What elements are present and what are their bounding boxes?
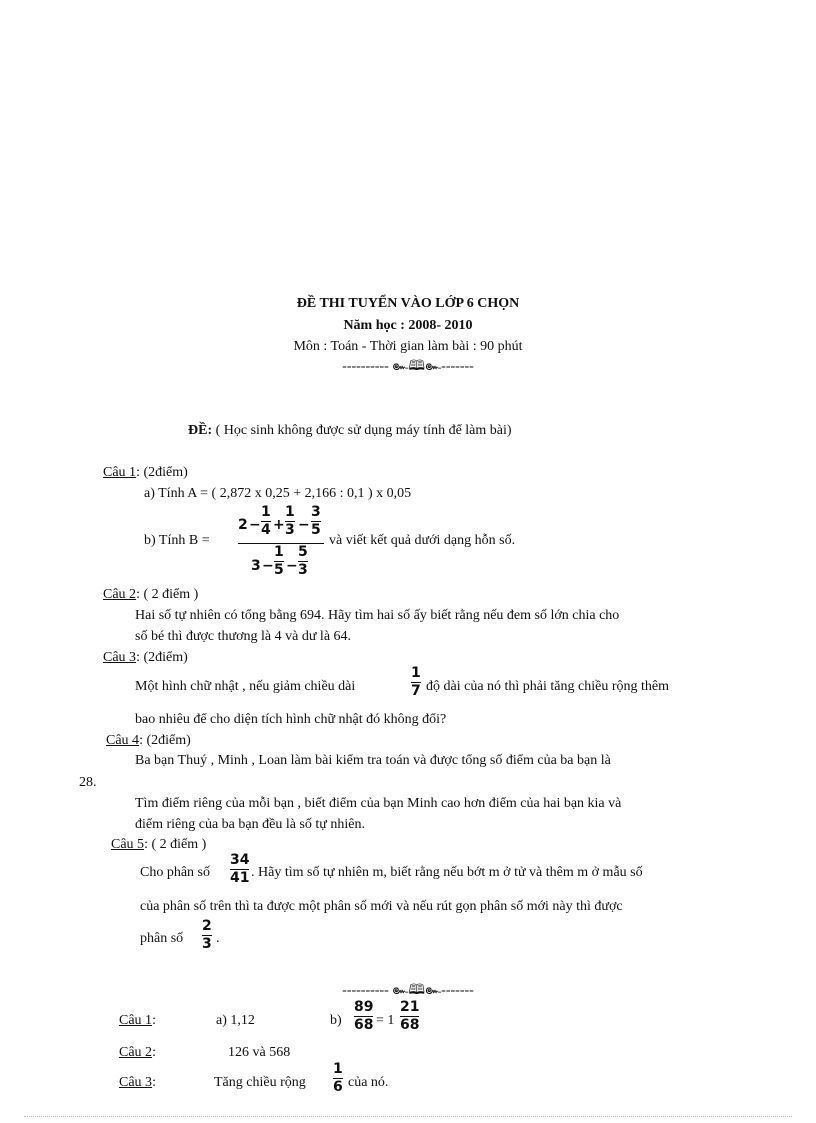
q1-points: : (2điểm) [136, 465, 188, 480]
intro-line [188, 422, 512, 440]
q1-label: Câu 1 [103, 465, 137, 480]
a3-fraction-denominator: 6 [333, 1079, 343, 1095]
a3-fraction-numerator: 1 [333, 1061, 343, 1077]
page-bottom-dotted-line [24, 1116, 792, 1117]
q4-line-3: Tìm điểm riêng của mỗi bạn , biết điểm của bạn Minh cao hơn điểm của hai bạn kia và [135, 796, 622, 811]
den-frac-2-numerator: 5 [298, 544, 308, 560]
exam-title: ĐỀ THI TUYỂN VÀO LỚP 6 CHỌN [296, 296, 520, 311]
a1-part-a: a) 1,12 [216, 1013, 255, 1028]
a3-pre: Tăng chiều rộng [214, 1075, 306, 1090]
a1-fraction-denominator: 68 [354, 1017, 374, 1033]
num-frac-3 [311, 505, 321, 538]
q4-label: Câu 4 [106, 733, 140, 748]
q3-line-1-pre: Một hình chữ nhật , nếu giảm chiều dài [135, 679, 356, 694]
intro-label: ĐỀ: [188, 423, 213, 438]
a1-fraction [354, 1000, 373, 1033]
q5-points: : ( 2 điểm ) [144, 837, 207, 852]
q2-line-2: số bé thì được thương là 4 và dư là 64. [135, 629, 352, 644]
a3-heading [119, 1074, 156, 1092]
num-frac-3-denominator: 5 [311, 522, 321, 538]
num-plus: + [273, 517, 285, 533]
a3-post: của nó. [348, 1075, 389, 1090]
den-frac-2-denominator: 3 [298, 562, 308, 578]
q1-complex-fraction [236, 505, 326, 581]
answers-divider: ---------- ๛🕮๛------- [342, 983, 474, 998]
a1-colon: : [152, 1013, 156, 1028]
q4-line-1: Ba bạn Thuý , Minh , Loan làm bài kiểm tra toán và được tổng số điểm của ba bạn là [135, 753, 611, 768]
num-frac-2 [285, 505, 295, 538]
q5-line-2: của phân số trên thì ta được một phân số mới và nếu rút gọn phân số mới này thì được [140, 899, 623, 914]
q5-line-3-pre: phân số [140, 931, 184, 946]
q1-part-b-prefix: b) Tính B = [144, 533, 210, 548]
header-divider: ---------- ๛🕮๛------- [342, 359, 474, 374]
a3-colon: : [152, 1075, 156, 1090]
q5-line-3-post: . [216, 931, 220, 946]
num-minus-2: − [298, 517, 310, 533]
den-minus-1: − [262, 558, 274, 574]
q5-fraction-2 [202, 919, 212, 952]
num-frac-1-denominator: 4 [261, 522, 271, 538]
a1-heading [119, 1012, 156, 1030]
q4-heading [106, 732, 191, 750]
q2-line-1: Hai số tự nhiên có tổng bằng 694. Hãy tìm hai số ấy biết rằng nếu đem số lớn chia cho [135, 608, 620, 623]
q2-points: : ( 2 điểm ) [136, 587, 199, 602]
q3-label: Câu 3 [103, 650, 137, 665]
den-frac-1-numerator: 1 [274, 544, 284, 560]
q5-fraction-1-numerator: 34 [230, 852, 250, 868]
q5-line-1-pre: Cho phân số [140, 865, 210, 880]
a1-mixed-fraction [400, 1000, 419, 1033]
num-minus-1: − [249, 517, 261, 533]
q3-line-2: bao nhiêu để cho diện tích hình chữ nhật đó không đổi? [135, 712, 447, 727]
num-frac-1 [261, 505, 271, 538]
q3-heading [103, 649, 188, 667]
q5-line-1-post: . Hãy tìm số tự nhiên m, biết rằng nếu bớt m ở tử và thêm m ở mẫu số [251, 865, 643, 880]
intro-note: ( Học sinh không được sử dụng máy tính để làm bài) [215, 423, 512, 438]
num-frac-3-numerator: 3 [311, 504, 321, 520]
a1-part-b-label: b) [330, 1013, 342, 1028]
a2-label: Câu 2 [119, 1045, 153, 1060]
q4-points: : (2điểm) [139, 733, 191, 748]
q5-heading [111, 836, 206, 854]
q1-heading [103, 464, 188, 482]
a1-mixed-numerator: 21 [400, 999, 420, 1015]
q3-fraction [411, 666, 421, 699]
a2-value: 126 và 568 [228, 1045, 291, 1060]
q3-points: : (2điểm) [136, 650, 188, 665]
den-minus-2: − [286, 558, 298, 574]
den-frac-1-denominator: 5 [274, 562, 284, 578]
a1-fraction-numerator: 89 [354, 999, 374, 1015]
a2-heading [119, 1044, 156, 1062]
q3-fraction-denominator: 7 [411, 683, 421, 699]
den-frac-2 [298, 545, 308, 578]
q2-label: Câu 2 [103, 587, 137, 602]
a3-label: Câu 3 [119, 1075, 153, 1090]
a3-fraction [333, 1062, 343, 1095]
q2-heading [103, 586, 198, 604]
q5-fraction-2-denominator: 3 [202, 936, 212, 952]
num-whole: 2 [238, 517, 248, 533]
a2-colon: : [152, 1045, 156, 1060]
q5-fraction-1 [230, 853, 249, 886]
q5-fraction-2-numerator: 2 [202, 918, 212, 934]
a1-mixed-denominator: 68 [400, 1017, 420, 1033]
a1-label: Câu 1 [119, 1013, 153, 1028]
num-frac-2-denominator: 3 [285, 522, 295, 538]
q5-fraction-1-denominator: 41 [230, 870, 250, 886]
q4-line-4: điểm riêng của ba bạn đều là số tự nhiên. [135, 817, 365, 832]
num-frac-1-numerator: 1 [261, 504, 271, 520]
q5-label: Câu 5 [111, 837, 145, 852]
subject-line: Môn : Toán - Thời gian làm bài : 90 phút [293, 339, 523, 354]
a1-equals: = 1 [376, 1013, 395, 1028]
den-whole: 3 [251, 558, 261, 574]
q3-line-1-post: độ dài của nó thì phải tăng chiều rộng thêm [426, 679, 669, 694]
den-frac-1 [274, 545, 284, 578]
q3-fraction-numerator: 1 [411, 665, 421, 681]
q4-line-2: 28. [79, 775, 97, 790]
q1-part-b-suffix: và viết kết quả dưới dạng hỗn số. [329, 533, 516, 548]
num-frac-2-numerator: 1 [285, 504, 295, 520]
school-year: Năm học : 2008- 2010 [343, 318, 473, 333]
q1-part-a: a) Tính A = ( 2,872 x 0,25 + 2,166 : 0,1 ) x 0,05 [144, 486, 412, 501]
